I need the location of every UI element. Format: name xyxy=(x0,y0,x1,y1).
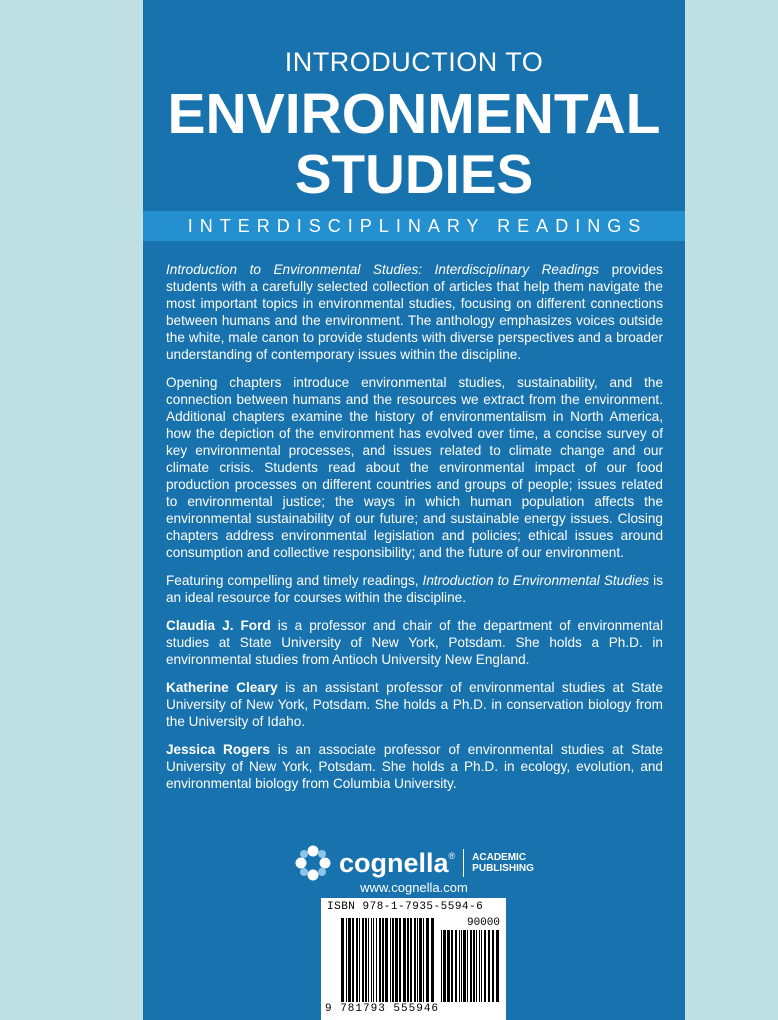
addon-barcode-bars xyxy=(441,930,499,1002)
description-p1-rest: provides students with a carefully selected collection of articles that help them navigate the most important topics in environmental studies, focusing on different connections between humans and the environment. The anthology emphasizes voices outside the white, male canon to provide students with diverse perspectives and a broader understanding of contemporary issues within the discipline. xyxy=(166,262,663,362)
author-bio-text-3: is an associate professor of environmental studies at State University of New York, Potsdam. She holds a Ph.D. in ecology, evolution, and environmental biology from Columbia University. xyxy=(166,742,663,791)
author-bio-text-2: is an assistant professor of environmental studies at State University of New York, Potsdam. She holds a Ph.D. in conservation biology from the University of Idaho. xyxy=(166,680,663,729)
publisher-sub-line-2: PUBLISHING xyxy=(472,863,534,874)
p3-title-italic: Introduction to Environmental Studies xyxy=(422,573,650,588)
price-code: 90000 xyxy=(466,917,500,929)
p3-end: is an ideal resource for courses within the discipline. xyxy=(166,573,663,605)
author-bio-2 xyxy=(166,679,663,730)
registered-mark: ® xyxy=(448,851,456,861)
publisher-subtitle xyxy=(472,852,534,874)
description-paragraph-1 xyxy=(166,261,663,363)
description-paragraph-3 xyxy=(166,572,663,606)
barcode xyxy=(321,898,506,1020)
author-name-2: Katherine Cleary xyxy=(166,680,278,695)
back-cover xyxy=(143,0,685,1020)
author-bio-3 xyxy=(166,741,663,792)
subtitle-banner: INTERDISCIPLINARY READINGS xyxy=(143,211,685,241)
logo-divider xyxy=(463,849,464,877)
p3-start: Featuring compelling and timely readings, xyxy=(166,573,423,588)
title-line-2: STUDIES xyxy=(294,143,534,205)
publisher-url: www.cognella.com xyxy=(360,880,468,895)
book-title-italic: Introduction to Environmental Studies: Interdisciplinary Readings xyxy=(166,262,600,277)
author-name-1: Claudia J. Ford xyxy=(166,618,271,633)
author-bio-text-1: is a professor and chair of the department of environmental studies at State University of New York, Potsdam. She holds a Ph.D. in environmental studies from Antioch University New England. xyxy=(166,618,663,667)
ean-barcode-bars xyxy=(341,918,437,1002)
publisher-logo xyxy=(293,843,534,883)
description-text xyxy=(166,261,663,803)
author-name-3: Jessica Rogers xyxy=(166,742,270,757)
cognella-flower-icon xyxy=(293,843,333,883)
barcode-number: 9 781793 555946 xyxy=(325,1003,440,1015)
isbn-text: ISBN 978-1-7935-5594-6 xyxy=(327,901,484,913)
publisher-sub-line-1: ACADEMIC xyxy=(472,852,527,863)
publisher-name: cognella xyxy=(339,847,449,878)
author-bio-1 xyxy=(166,617,663,668)
title-line-1: ENVIRONMENTAL xyxy=(167,82,661,146)
pre-title: INTRODUCTION TO xyxy=(284,47,544,77)
description-paragraph-2: Opening chapters introduce environmental studies, sustainability, and the connection between humans and the resources we extract from the environment. Additional chapters examine the history of environmentalism in North America, how the depiction of the environment has evolved over time, a concise survey of key environmental processes, and issues related to climate change and our climate crisis. Students read about the environmental impact of our food production processes on different countries and groups of people; issues related to environmental justice; the ways in which human population affects the environmental sustainability of our future; and sustainable energy issues. Closing chapters address environmental legislation and policies; ethical issues around consumption and collective responsibility; and the future of our environment. xyxy=(166,375,663,560)
